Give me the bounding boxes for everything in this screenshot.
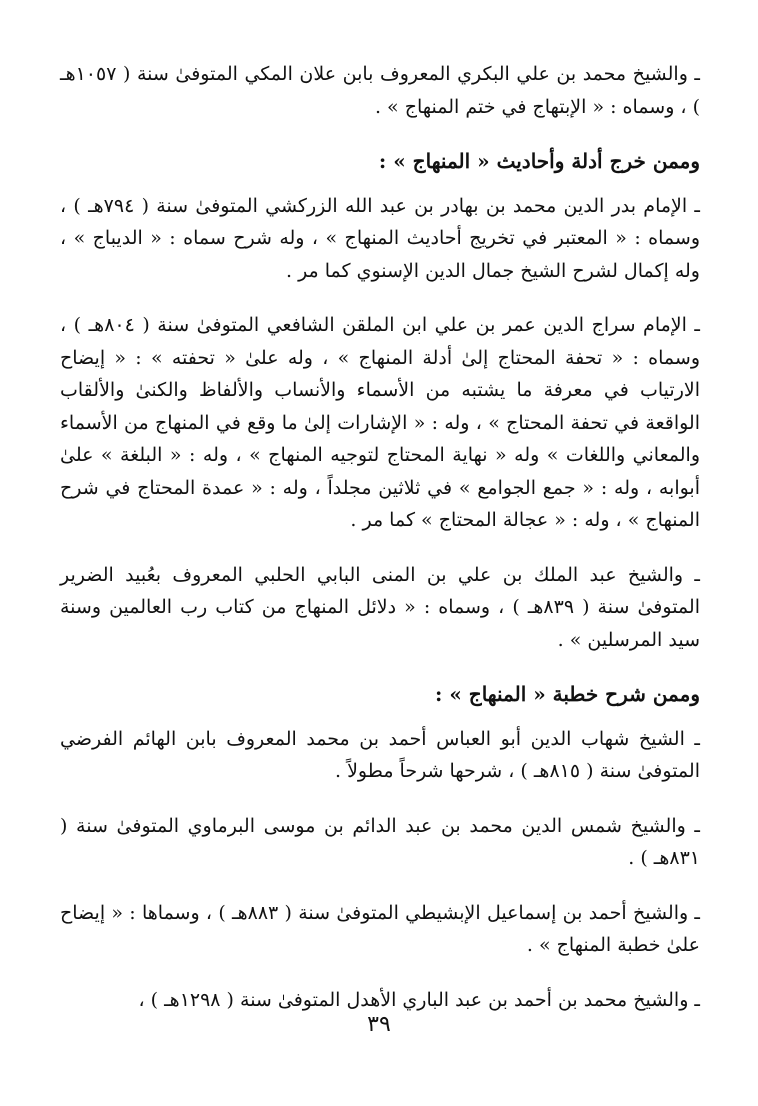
paragraph: ـ والشيخ عبد الملك بن علي بن المنى البابي الحلبي المعروف بعُبيد الضرير المتوفىٰ سنة ( ٨٣٩هـ ) ، وسماه : « دلائل المنهاج من كتاب رب العالمين وسنة سيد المرسلين » .: [60, 563, 700, 651]
page-number: ٣٩: [367, 1012, 391, 1037]
section-heading: وممن شرح خطبة « المنهاج » :: [434, 682, 700, 706]
paragraph: ـ والشيخ أحمد بن إسماعيل الإبشيطي المتوفىٰ سنة ( ٨٨٣هـ ) ، وسماها : « إيضاح علىٰ خطبة المنهاج » .: [60, 901, 700, 956]
paragraph: ـ الإمام سراج الدين عمر بن علي ابن الملقن الشافعي المتوفىٰ سنة ( ٨٠٤هـ ) ، وسماه : « تحفة المحتاج إلىٰ أدلة المنهاج » ، وله علىٰ « تحفته » : « إيضاح الارتياب في معرفة ما يشتبه من الأسماء والأنساب والألفاظ والكنىٰ والألقاب الواقعة في تحفة المحتاج » ، وله : « الإشارات إلىٰ ما وقع في المنهاج من الأسماء والمعاني واللغات » وله « نهاية المحتاج لتوجيه المنهاج » ، وله : « البلغة » علىٰ أبوابه ، وله : « جمع الجوامع » في ثلاثين مجلداً ، وله : « عمدة المحتاج في شرح المنهاج » ، وله : « عجالة المحتاج » كما مر .: [60, 314, 701, 531]
page-body: [60, 58, 700, 1038]
section-heading: وممن خرج أدلة وأحاديث « المنهاج » :: [378, 149, 700, 173]
paragraph: ـ الشيخ شهاب الدين أبو العباس أحمد بن محمد المعروف بابن الهائم الفرضي المتوفىٰ سنة ( ٨١٥هـ ) ، شرحها شرحاً مطولاً .: [60, 727, 700, 782]
paragraph: ـ الإمام بدر الدين محمد بن بهادر بن عبد الله الزركشي المتوفىٰ سنة ( ٧٩٤هـ ) ، وسماه : « المعتبر في تخريج أحاديث المنهاج » ، وله شرح سماه : « الديباج » ، وله إكمال لشرح الشيخ جمال الدين الإسنوي كما مر .: [60, 194, 700, 282]
paragraph: ـ والشيخ شمس الدين محمد بن عبد الدائم بن موسى البرماوي المتوفىٰ سنة ( ٨٣١هـ ) .: [60, 814, 700, 869]
paragraph: ـ والشيخ محمد بن أحمد بن عبد الباري الأهدل المتوفىٰ سنة ( ١٢٩٨هـ ) ،: [138, 988, 700, 1011]
paragraph: ـ والشيخ محمد بن علي البكري المعروف بابن علان المكي المتوفىٰ سنة ( ١٠٥٧هـ ) ، وسماه : « الإبتهاج في ختم المنهاج » .: [60, 63, 700, 118]
